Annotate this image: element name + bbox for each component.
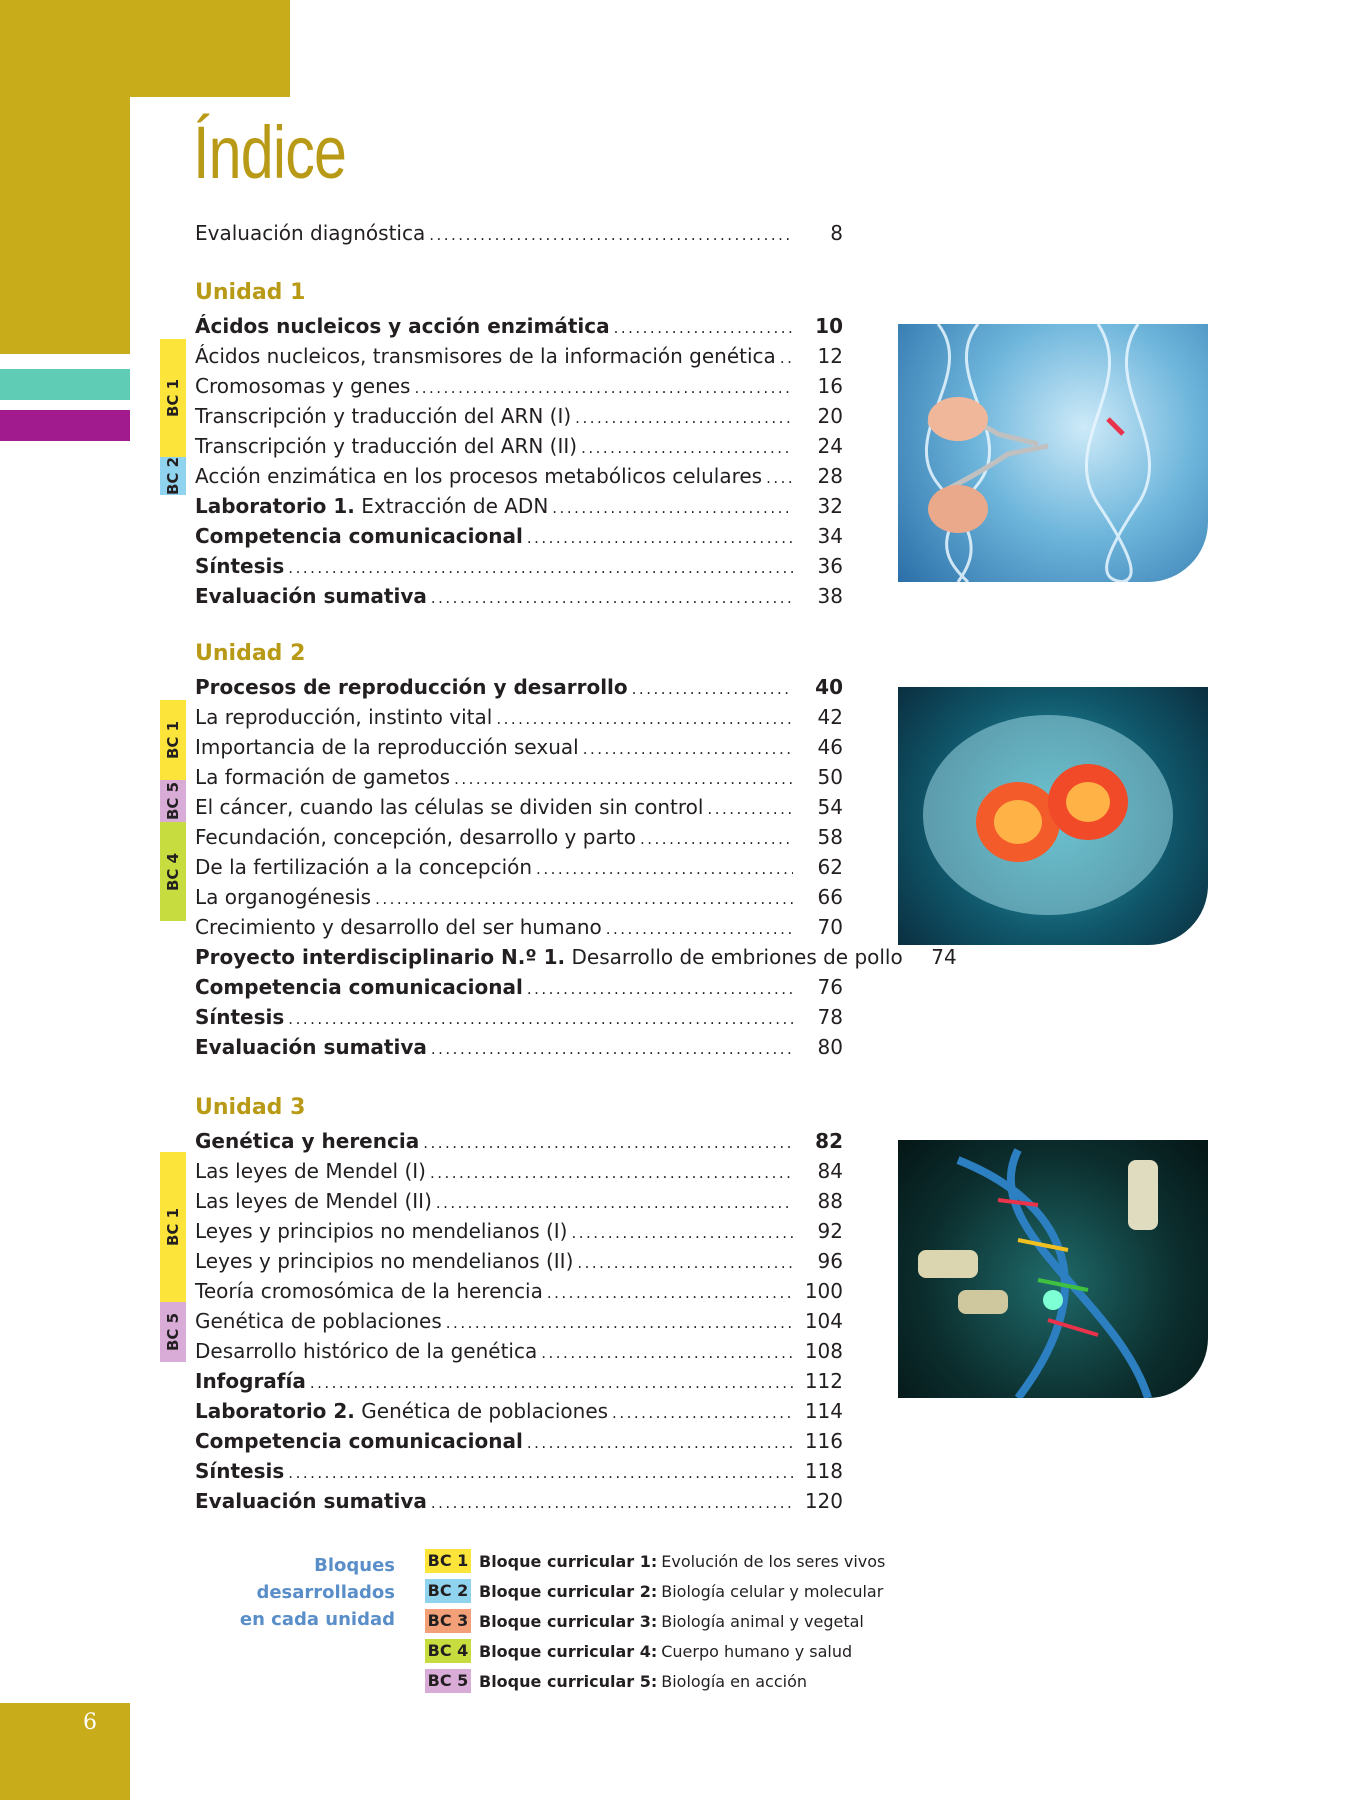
toc-entry-label: Ácidos nucleicos, transmisores de la información genética: [195, 344, 776, 368]
page-title: Índice: [193, 111, 347, 194]
toc-entry-page: 32: [817, 494, 843, 518]
toc-entry[interactable]: [195, 551, 843, 581]
toc-entry-page: 50: [817, 765, 843, 789]
toc-entry-page: 20: [817, 404, 843, 428]
toc-entry-label: Evaluación diagnóstica: [195, 221, 426, 245]
toc-entry-page: 96: [817, 1249, 843, 1273]
toc-entry-label: Desarrollo histórico de la genética: [195, 1339, 538, 1363]
toc-entry-label: Acción enzimática en los procesos metabólicos celulares: [195, 464, 763, 488]
toc-entry[interactable]: [195, 491, 843, 521]
dot-leader: [614, 313, 793, 343]
toc-entry-page: 74: [931, 945, 957, 969]
toc-entry-page: 76: [817, 975, 843, 999]
toc-entry[interactable]: [195, 1426, 843, 1456]
legend-text: Evolución de los seres vivos: [661, 1551, 886, 1571]
dna-robot-image: [898, 1140, 1208, 1398]
toc-entry[interactable]: [195, 1276, 843, 1306]
legend-item: [425, 1578, 883, 1604]
toc-entry-label: [195, 672, 628, 702]
toc-entry-label: La formación de gametos: [195, 765, 451, 789]
toc-entry[interactable]: [195, 882, 843, 912]
toc-entry[interactable]: [195, 912, 843, 942]
toc-entry-page: 54: [817, 795, 843, 819]
toc-entry-bold-label: Infografía: [195, 1369, 306, 1393]
legend-badge: BC 1: [425, 1549, 471, 1573]
dot-leader: [571, 1218, 793, 1248]
dot-leader: [430, 1158, 793, 1188]
dot-leader: [454, 764, 793, 794]
dot-leader: [541, 1338, 793, 1368]
toc-entry-bold-label: Genética y herencia: [195, 1129, 420, 1153]
toc-entry-label: Cromosomas y genes: [195, 374, 411, 398]
toc-entry-label: [195, 1456, 284, 1486]
toc-entry-page: 62: [817, 855, 843, 879]
dot-leader: [431, 1034, 793, 1064]
dot-leader: [780, 343, 793, 373]
toc-entry[interactable]: [195, 702, 843, 732]
toc-entry-page: 24: [817, 434, 843, 458]
toc-entry[interactable]: [195, 521, 843, 551]
toc-entry-label: [195, 1126, 419, 1156]
dot-leader: [423, 1128, 793, 1158]
legend-badge: BC 5: [425, 1669, 471, 1693]
toc-entry-label: Crecimiento y desarrollo del ser humano: [195, 915, 602, 939]
toc-entry-page: 34: [817, 524, 843, 548]
legend-text: Biología animal y vegetal: [661, 1611, 864, 1631]
toc-entry-label: Teoría cromosómica de la herencia: [195, 1279, 543, 1303]
toc-entry-label: Leyes y principios no mendelianos (II): [195, 1249, 574, 1273]
legend-bold-label: Bloque curricular 2:: [479, 1581, 658, 1601]
toc-entry-label: Laboratorio 2. Genética de poblaciones: [195, 1399, 609, 1423]
toc-entry-page: 116: [804, 1429, 843, 1453]
toc-entry[interactable]: [195, 1156, 843, 1186]
toc-entry-page: 42: [817, 705, 843, 729]
dot-leader: [288, 1004, 793, 1034]
toc-entry-label: [195, 1002, 284, 1032]
unit-1-heading: Unidad 1: [195, 280, 306, 305]
legend-bold-label: Bloque curricular 3:: [479, 1611, 658, 1631]
toc-entry-bold-label: Procesos de reproducción y desarrollo: [195, 675, 628, 699]
legend-item: [425, 1548, 885, 1574]
unit-2-heading: Unidad 2: [195, 641, 306, 666]
legend-badge: BC 3: [425, 1609, 471, 1633]
dot-leader: [536, 854, 793, 884]
toc-entry[interactable]: [195, 792, 843, 822]
dna-scissors-image: [898, 324, 1208, 582]
dot-leader: [766, 463, 793, 493]
toc-entry-page: 16: [817, 374, 843, 398]
toc-entry[interactable]: [195, 1032, 843, 1062]
toc-entry-page: 10: [815, 314, 843, 338]
toc-entry-label: Genética de poblaciones: [195, 1309, 442, 1333]
toc-entry[interactable]: [195, 852, 843, 882]
toc-entry-page: 80: [817, 1035, 843, 1059]
toc-entry-page: 78: [817, 1005, 843, 1029]
dot-leader: [496, 704, 793, 734]
toc-entry[interactable]: [195, 431, 843, 461]
legend-badge: BC 2: [425, 1579, 471, 1603]
toc-entry-bold-label: Evaluación sumativa: [195, 584, 427, 608]
toc-entry-bold-label: Evaluación sumativa: [195, 1489, 427, 1513]
toc-entry-page: 28: [817, 464, 843, 488]
legend-item: [425, 1608, 864, 1634]
toc-entry-label: [195, 1486, 427, 1516]
toc-entry-label: Laboratorio 1. Extracción de ADN: [195, 494, 549, 518]
dot-leader: [429, 220, 793, 250]
legend-text: Biología celular y molecular: [661, 1581, 884, 1601]
top-color-band: [0, 0, 290, 97]
toc-entry-page: 66: [817, 885, 843, 909]
toc-entry-label: Transcripción y traducción del ARN (I): [195, 404, 572, 428]
unit-2-tag-bc4: BC 4: [160, 822, 186, 921]
toc-entry[interactable]: [195, 1002, 843, 1032]
cell-division-image: [898, 687, 1208, 945]
dot-leader: [414, 373, 793, 403]
toc-entry[interactable]: [195, 311, 843, 341]
unit-3-tag-bc1: BC 1: [160, 1152, 186, 1302]
dot-leader: [575, 403, 793, 433]
legend-item: [425, 1668, 807, 1694]
unit-2-tag-bc1: BC 1: [160, 700, 186, 780]
toc-entry-label: La organogénesis: [195, 885, 372, 909]
toc-entry-label: [195, 521, 523, 551]
toc-entry-page: 70: [817, 915, 843, 939]
legend-badge: BC 4: [425, 1639, 471, 1663]
toc-entry[interactable]: [195, 1396, 843, 1426]
toc-entry-page: 38: [817, 584, 843, 608]
toc-entry[interactable]: [195, 1456, 843, 1486]
toc-entry[interactable]: [195, 822, 843, 852]
toc-entry[interactable]: [195, 401, 843, 431]
toc-entry[interactable]: [195, 732, 843, 762]
dot-leader: [547, 1278, 793, 1308]
toc-entry-bold-label: Competencia comunicacional: [195, 524, 523, 548]
legend-title: Bloques desarrollados en cada unidad: [239, 1555, 395, 1630]
toc-entry-bold-label: Síntesis: [195, 554, 285, 578]
toc-entry[interactable]: [195, 942, 957, 972]
toc-entry[interactable]: [195, 672, 843, 702]
dot-leader: [612, 1398, 793, 1428]
page-number: 6: [83, 1710, 97, 1735]
toc-entry-label: Leyes y principios no mendelianos (I): [195, 1219, 568, 1243]
toc-entry-page: 108: [804, 1339, 843, 1363]
toc-entry-page: 120: [804, 1489, 843, 1513]
toc-entry-page: 114: [804, 1399, 843, 1423]
legend-bold-label: Bloque curricular 4:: [479, 1641, 658, 1661]
toc-entry-label: [195, 551, 284, 581]
toc-entry-label: Proyecto interdisciplinario N.º 1. Desarrollo de embriones de pollo: [195, 945, 903, 969]
toc-entry-page: 40: [815, 675, 843, 699]
unit-3-heading: Unidad 3: [195, 1095, 306, 1120]
toc-entry-page: 12: [817, 344, 843, 368]
toc-entry[interactable]: [195, 1366, 843, 1396]
toc-entry-page: 46: [817, 735, 843, 759]
toc-entry-page: 100: [804, 1279, 843, 1303]
legend-item: [425, 1638, 852, 1664]
toc-entry-bold-label: Evaluación sumativa: [195, 1035, 427, 1059]
toc-entry-label: Transcripción y traducción del ARN (II): [195, 434, 578, 458]
dot-leader: [446, 1308, 793, 1338]
toc-entry-label: [195, 1366, 306, 1396]
teal-stripe: [0, 369, 130, 400]
dot-leader: [632, 674, 793, 704]
legend-bold-label: Bloque curricular 5:: [479, 1671, 658, 1691]
toc-entry[interactable]: [195, 1306, 843, 1336]
toc-entry[interactable]: [195, 1216, 843, 1246]
dot-leader: [288, 1458, 793, 1488]
toc-entry-page: 36: [817, 554, 843, 578]
toc-entry-label: De la fertilización a la concepción: [195, 855, 533, 879]
toc-entry-bold-label: Competencia comunicacional: [195, 1429, 523, 1453]
toc-entry[interactable]: [195, 1486, 843, 1516]
dot-leader: [640, 824, 793, 854]
dot-leader: [527, 974, 793, 1004]
side-color-band: [0, 97, 130, 354]
toc-entry-page: 58: [817, 825, 843, 849]
toc-entry-label: [195, 311, 610, 341]
toc-entry-label: Las leyes de Mendel (I): [195, 1159, 426, 1183]
toc-entry-bold-label: Ácidos nucleicos y acción enzimática: [195, 314, 610, 338]
toc-entry-page: 8: [830, 221, 843, 245]
magenta-stripe: [0, 410, 130, 441]
dot-leader: [288, 553, 793, 583]
toc-entry-label: Fecundación, concepción, desarrollo y parto: [195, 825, 636, 849]
toc-entry-page: 112: [804, 1369, 843, 1393]
dot-leader: [310, 1368, 793, 1398]
toc-entry-bold-label: Síntesis: [195, 1005, 285, 1029]
toc-entry-label: [195, 972, 523, 1002]
toc-entry-page: 88: [817, 1189, 843, 1213]
toc-entry-page: 84: [817, 1159, 843, 1183]
unit-3-tag-bc5: BC 5: [160, 1302, 186, 1362]
toc-entry[interactable]: [195, 371, 843, 401]
toc-entry-label: [195, 581, 427, 611]
toc-entry-label: El cáncer, cuando las células se dividen sin control: [195, 795, 704, 819]
dot-leader: [527, 1428, 793, 1458]
toc-entry[interactable]: [195, 1246, 843, 1276]
dot-leader: [552, 493, 793, 523]
unit-2-tag-bc5: BC 5: [160, 780, 186, 822]
legend-text: Cuerpo humano y salud: [661, 1641, 853, 1661]
toc-entry-label: Importancia de la reproducción sexual: [195, 735, 579, 759]
dot-leader: [436, 1188, 793, 1218]
toc-entry-bold-label: Competencia comunicacional: [195, 975, 523, 999]
toc-entry[interactable]: [195, 341, 843, 371]
legend-bold-label: Bloque curricular 1:: [479, 1551, 658, 1571]
toc-entry-bold-label: Laboratorio 2.: [195, 1399, 355, 1423]
toc-entry[interactable]: [195, 461, 843, 491]
toc-entry-bold-label: Laboratorio 1.: [195, 494, 355, 518]
toc-entry-label: [195, 1426, 523, 1456]
dot-leader: [583, 734, 793, 764]
toc-entry[interactable]: [195, 972, 843, 1002]
toc-entry-label: La reproducción, instinto vital: [195, 705, 493, 729]
toc-entry-page: 82: [815, 1129, 843, 1153]
toc-entry[interactable]: [195, 581, 843, 611]
dot-leader: [431, 583, 793, 613]
toc-entry[interactable]: [195, 1186, 843, 1216]
toc-entry-label: [195, 1032, 427, 1062]
toc-entry-bold-label: Síntesis: [195, 1459, 285, 1483]
toc-entry-page: 92: [817, 1219, 843, 1243]
toc-entry-page: 118: [804, 1459, 843, 1483]
toc-entry-label: Las leyes de Mendel (II): [195, 1189, 432, 1213]
toc-entry-page: 104: [804, 1309, 843, 1333]
dot-leader: [577, 1248, 793, 1278]
unit-1-tag-bc2: BC 2: [160, 457, 186, 495]
dot-leader: [527, 523, 793, 553]
unit-1-tag-bc1: BC 1: [160, 339, 186, 457]
dot-leader: [581, 433, 793, 463]
toc-entry[interactable]: [195, 1336, 843, 1366]
toc-entry-bold-label: Proyecto interdisciplinario N.º 1.: [195, 945, 566, 969]
dot-leader: [431, 1488, 793, 1518]
dot-leader: [375, 884, 793, 914]
dot-leader: [707, 794, 793, 824]
toc-entry[interactable]: [195, 1126, 843, 1156]
toc-entry[interactable]: [195, 762, 843, 792]
legend-text: Biología en acción: [661, 1671, 808, 1691]
dot-leader: [606, 914, 793, 944]
toc-entry-diagnostic[interactable]: [195, 218, 843, 248]
